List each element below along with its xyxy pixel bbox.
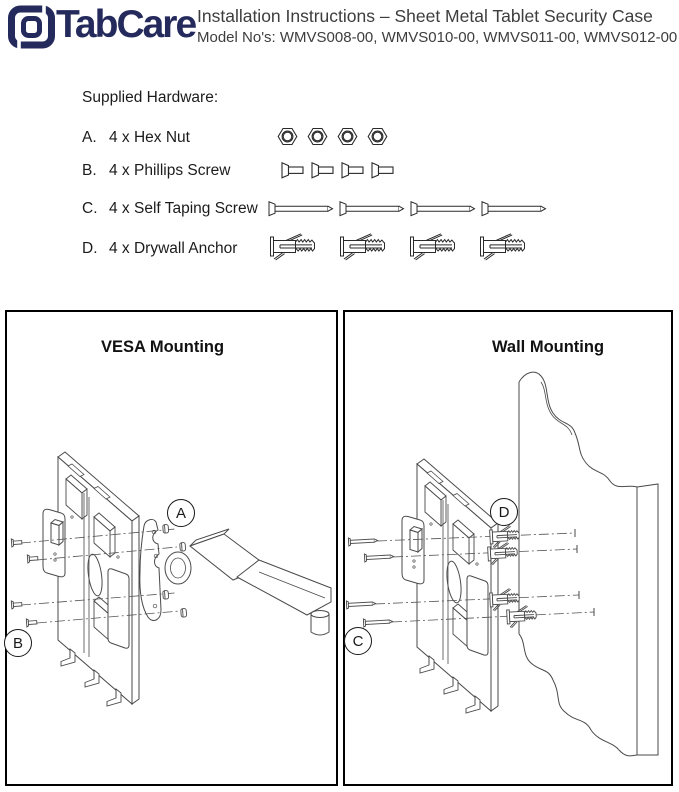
vesa-panel-title: VESA Mounting <box>100 338 225 356</box>
hardware-row-phillips-screw <box>82 159 230 183</box>
vesa-mounting-panel <box>5 310 338 786</box>
hex-nut-icon <box>337 127 358 146</box>
drywall-anchor-icon <box>270 233 336 261</box>
hardware-key: C. <box>82 200 98 217</box>
self-tapping-screw-icon <box>410 201 476 217</box>
hardware-row-drywall-anchor <box>82 237 237 261</box>
hex-nut-icon <box>367 127 388 146</box>
hardware-label: 4 x Self Taping Screw <box>109 200 258 217</box>
hardware-row-self-tapping-screw <box>82 197 258 221</box>
callout-d <box>490 498 518 526</box>
hardware-key: A. <box>82 129 97 146</box>
callout-c <box>344 627 372 655</box>
wall-mounting-diagram <box>345 312 671 784</box>
self-tapping-screw-icon <box>481 201 547 217</box>
brand-name: TabCare <box>56 3 196 46</box>
supplied-hardware-heading: Supplied Hardware: <box>82 89 219 106</box>
hardware-row-hex-nut <box>82 126 190 150</box>
hex-nut-icon <box>307 127 328 146</box>
phillips-screw-icon <box>371 162 395 179</box>
callout-b-letter: B <box>12 634 23 652</box>
drywall-anchor-icon <box>410 233 476 261</box>
model-numbers: Model No's: WMVS008-00, WMVS010-00, WMVS011-00, WMVS012-00 <box>197 29 678 46</box>
callout-b <box>4 629 32 657</box>
hex-nut-icons <box>277 127 388 146</box>
self-tapping-screw-icons <box>268 201 547 217</box>
tabcare-logo-icon <box>8 5 55 49</box>
callout-a-letter: A <box>175 504 186 522</box>
phillips-screw-icon <box>311 162 335 179</box>
hardware-label: 4 x Drywall Anchor <box>109 240 238 257</box>
hex-nut-icon <box>277 127 298 146</box>
wall-mounting-panel <box>343 310 673 786</box>
callout-a <box>167 499 195 527</box>
hardware-key: B. <box>82 162 97 179</box>
self-tapping-screw-icon <box>268 201 334 217</box>
vesa-mounting-diagram <box>7 312 336 784</box>
hardware-key: D. <box>82 240 98 257</box>
hardware-label: 4 x Phillips Screw <box>109 162 231 179</box>
drywall-anchor-icon <box>480 233 546 261</box>
phillips-screw-icons <box>281 162 395 179</box>
callout-c-letter: C <box>352 632 364 650</box>
wall-panel-title: Wall Mounting <box>491 338 605 356</box>
hardware-label: 4 x Hex Nut <box>109 129 190 146</box>
drywall-anchor-icons <box>270 233 546 261</box>
document-title: Installation Instructions – Sheet Metal Tablet Security Case <box>197 6 653 26</box>
callout-d-letter: D <box>498 503 510 521</box>
drywall-anchor-icon <box>340 233 406 261</box>
phillips-screw-icon <box>281 162 305 179</box>
self-tapping-screw-icon <box>339 201 405 217</box>
phillips-screw-icon <box>341 162 365 179</box>
